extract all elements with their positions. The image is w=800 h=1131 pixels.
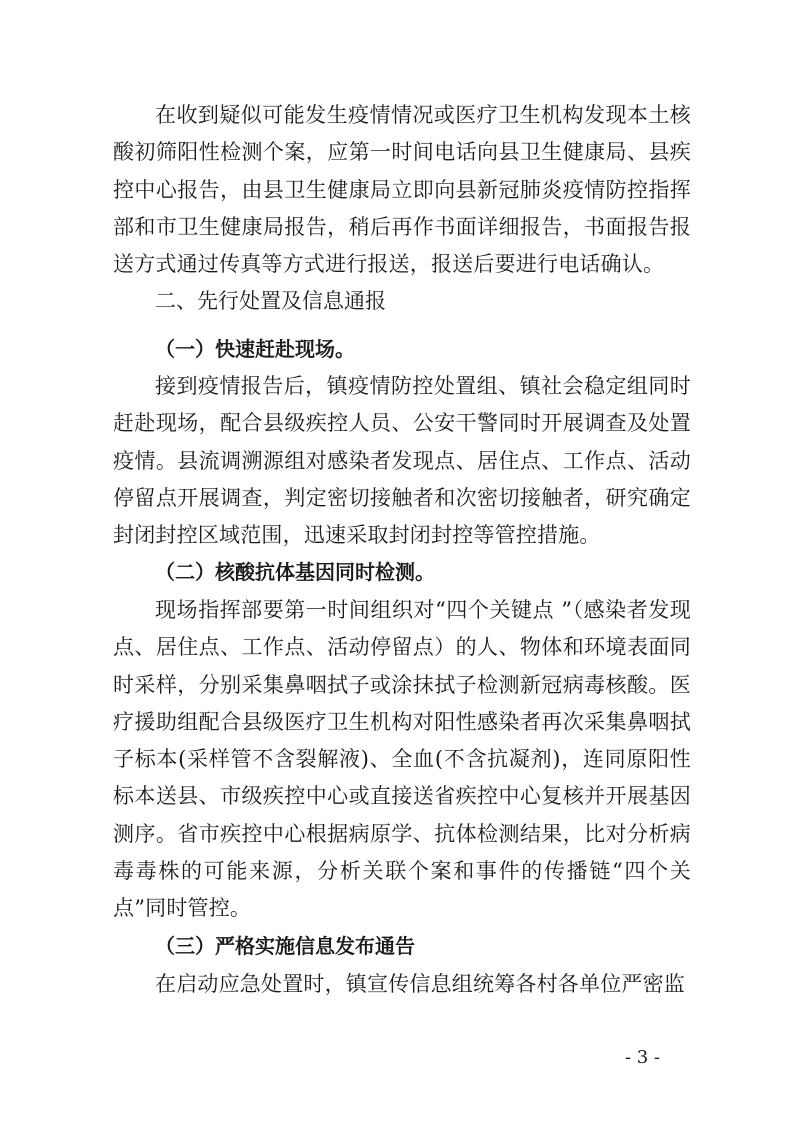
intro-paragraph: 在收到疑似可能发生疫情情况或医疗卫生机构发现本土核酸初筛阳性检测个案，应第一时间电话向县卫生健康局、县疾控中心报告，由县卫生健康局立即向县新冠肺炎疫情防控指挥部和市卫生健康局报告，稍后再作书面详细报告，书面报告报送方式通过传真等方式进行报送，报送后要进行电话确认。 bbox=[113, 103, 691, 277]
subsection-heading-3: （三）严格实施信息发布通告 bbox=[155, 934, 415, 958]
page-number: - 3 - bbox=[624, 1047, 660, 1068]
subsection-heading-2: （二）核酸抗体基因同时检测。 bbox=[155, 560, 435, 584]
section-heading: 二、先行处置及信息通报 bbox=[155, 289, 386, 313]
subsection-body-3: 在启动应急处置时，镇宣传信息组统筹各村各单位严密监 bbox=[155, 972, 685, 996]
subsection-body-1: 接到疫情报告后，镇疫情防控处置组、镇社会稳定组同时赶赴现场，配合县级疾控人员、公安干警同时开展调查及处置疫情。县流调溯源组对感染者发现点、居住点、工作点、活动停留点开展调查，判定密切接触者和次密切接触者，研究确定封闭封控区域范围，迅速采取封闭封控等管控措施。 bbox=[113, 374, 691, 548]
subsection-body-2: 现场指挥部要第一时间组织对“四个关键点 ”（感染者发现点、居住点、工作点、活动停留点）的人、物体和环境表面同时采样，分别采集鼻咽拭子或涂抹拭子检测新冠病毒核酸。医疗援助组配合县级医疗卫生机构对阳性感染者再次采集鼻咽拭子标本(采样管不含裂解液)、全血(不含抗凝剂)，连同原阳性标本送县、市级疾控中心或直接送省疾控中心复核并开展基因测序。省市疾控中心根据病原学、抗体检测结果，比对分析病毒毒株的可能来源，分析关联个案和事件的传播链“四个关点”同时管控。 bbox=[113, 598, 691, 921]
subsection-heading-1: （一）快速赶赴现场。 bbox=[155, 337, 355, 361]
